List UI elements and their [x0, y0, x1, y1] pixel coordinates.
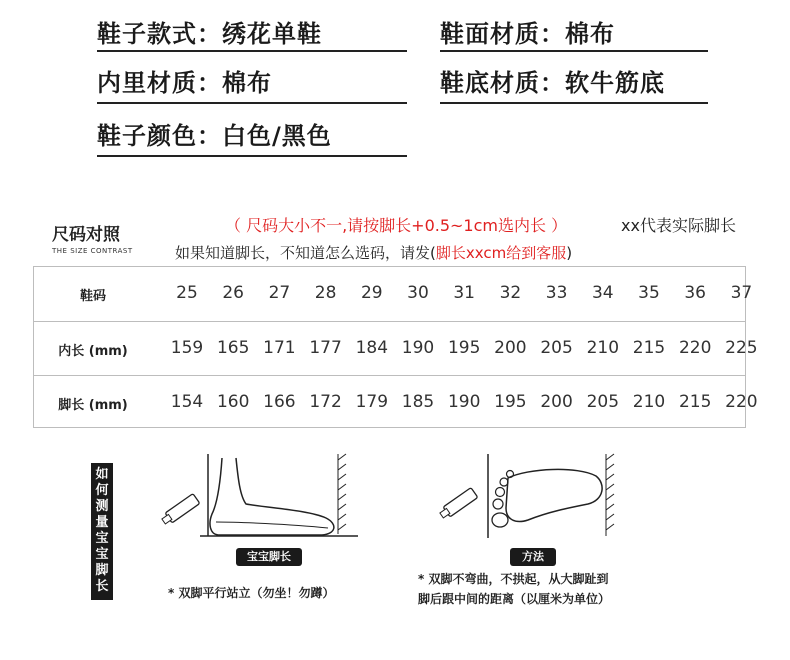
table-cell: 37	[730, 283, 753, 303]
table-cell: 195	[447, 338, 481, 358]
size-section-title: 尺码对照	[52, 225, 120, 245]
measure-side-char: 宝	[95, 531, 109, 546]
measure-diagram	[88, 448, 688, 618]
attr-sole-label: 鞋底材质：	[440, 69, 565, 97]
table-row-label: 鞋码	[79, 289, 106, 304]
table-cell: 190	[401, 338, 435, 358]
attr-color	[97, 116, 332, 151]
table-cell: 225	[725, 338, 758, 358]
table-cell: 220	[678, 338, 712, 358]
size-table	[33, 266, 758, 428]
table-row-label: 脚长 (mm)	[58, 398, 128, 413]
table-cell: 34	[591, 283, 614, 303]
measure-side-char: 如	[95, 467, 109, 482]
table-cell: 32	[499, 283, 522, 303]
attr-style	[97, 14, 322, 49]
table-cell: 215	[632, 338, 666, 358]
measure-side-char: 长	[95, 579, 109, 594]
attr-sole-value: 软牛筋底	[565, 69, 665, 97]
table-cell: 210	[586, 338, 620, 358]
table-cell: 200	[540, 392, 573, 412]
foot-top-view-illustration	[428, 448, 638, 543]
table-cell: 160	[216, 392, 250, 412]
attr-style-underline	[97, 50, 407, 52]
table-cell: 210	[632, 392, 666, 412]
size-note-contact-prefix: 如果知道脚长，不知道怎么选码，请发(	[175, 244, 436, 262]
size-note-black: xx代表实际脚长	[621, 216, 736, 235]
attr-lining-value: 棉布	[222, 69, 272, 97]
table-cell: 200	[494, 338, 527, 358]
table-cell: 179	[355, 392, 389, 412]
measure-side-char: 宝	[95, 547, 109, 562]
size-note-contact	[175, 242, 572, 263]
table-cell: 36	[684, 283, 706, 303]
attr-color-underline	[97, 155, 407, 157]
size-section-subtitle: THE SIZE CONTRAST	[52, 247, 133, 255]
foot-side-view-illustration	[158, 448, 358, 543]
table-cell: 166	[263, 392, 296, 412]
measure-side-char: 量	[95, 515, 109, 530]
left-caption: * 双脚平行站立（勿坐！勿蹲）	[168, 586, 335, 600]
table-cell: 26	[222, 283, 244, 303]
table-cell: 172	[309, 392, 342, 412]
table-cell: 184	[355, 338, 389, 358]
table-cell: 30	[407, 283, 429, 303]
attr-style-label: 鞋子款式：	[97, 20, 222, 48]
table-row-shoe-size	[34, 267, 753, 321]
table-cell: 177	[309, 338, 342, 358]
attr-upper-underline	[440, 50, 708, 52]
attr-upper-label: 鞋面材质：	[440, 20, 565, 48]
table-row-inner-length	[34, 321, 758, 376]
right-caption-line1: * 双脚不弯曲，不拱起，从大脚趾到	[418, 572, 609, 586]
table-row-foot-length	[34, 375, 758, 430]
attr-sole-material	[440, 63, 665, 98]
table-cell: 33	[545, 283, 568, 303]
attr-color-label: 鞋子颜色：	[97, 122, 222, 150]
attr-lining-label: 内里材质：	[97, 69, 222, 97]
table-cell: 205	[586, 392, 620, 412]
attr-upper-value: 棉布	[565, 20, 615, 48]
attr-lining-underline	[97, 102, 407, 104]
table-cell: 205	[540, 338, 573, 358]
table-cell: 27	[268, 283, 291, 303]
size-note-red: （ 尺码大小不一,请按脚长+0.5~1cm选内长 ）	[225, 216, 568, 235]
measure-side-label	[91, 463, 113, 600]
table-cell: 159	[170, 338, 204, 358]
attr-color-value: 白色/黑色	[222, 122, 332, 150]
table-cell: 171	[263, 338, 296, 358]
measure-side-char: 脚	[95, 563, 109, 578]
table-cell: 190	[447, 392, 481, 412]
table-cell: 29	[360, 283, 383, 303]
attr-style-value: 绣花单鞋	[222, 20, 322, 48]
attr-sole-underline	[440, 102, 708, 104]
attr-upper-material	[440, 14, 615, 49]
right-caption-line2: 脚后跟中间的距离（以厘米为单位）	[418, 592, 611, 606]
right-method-pill: 方法	[510, 548, 556, 566]
table-cell: 25	[176, 283, 198, 303]
table-cell: 31	[453, 283, 475, 303]
table-cell: 28	[314, 283, 337, 303]
attr-lining-material	[97, 63, 272, 98]
size-note-contact-suffix: )	[566, 244, 573, 262]
size-note-contact-red: 脚长xxcm给到客服	[435, 244, 567, 262]
table-cell: 35	[638, 283, 660, 303]
table-cell: 154	[170, 392, 204, 412]
table-cell: 185	[401, 392, 435, 412]
table-cell: 215	[678, 392, 712, 412]
table-cell: 195	[494, 392, 527, 412]
measure-side-char: 何	[95, 483, 109, 498]
table-cell: 165	[216, 338, 250, 358]
table-row-label: 内长 (mm)	[58, 344, 128, 359]
table-cell: 220	[725, 392, 758, 412]
left-method-pill: 宝宝脚长	[236, 548, 302, 566]
measure-side-char: 测	[95, 499, 109, 514]
